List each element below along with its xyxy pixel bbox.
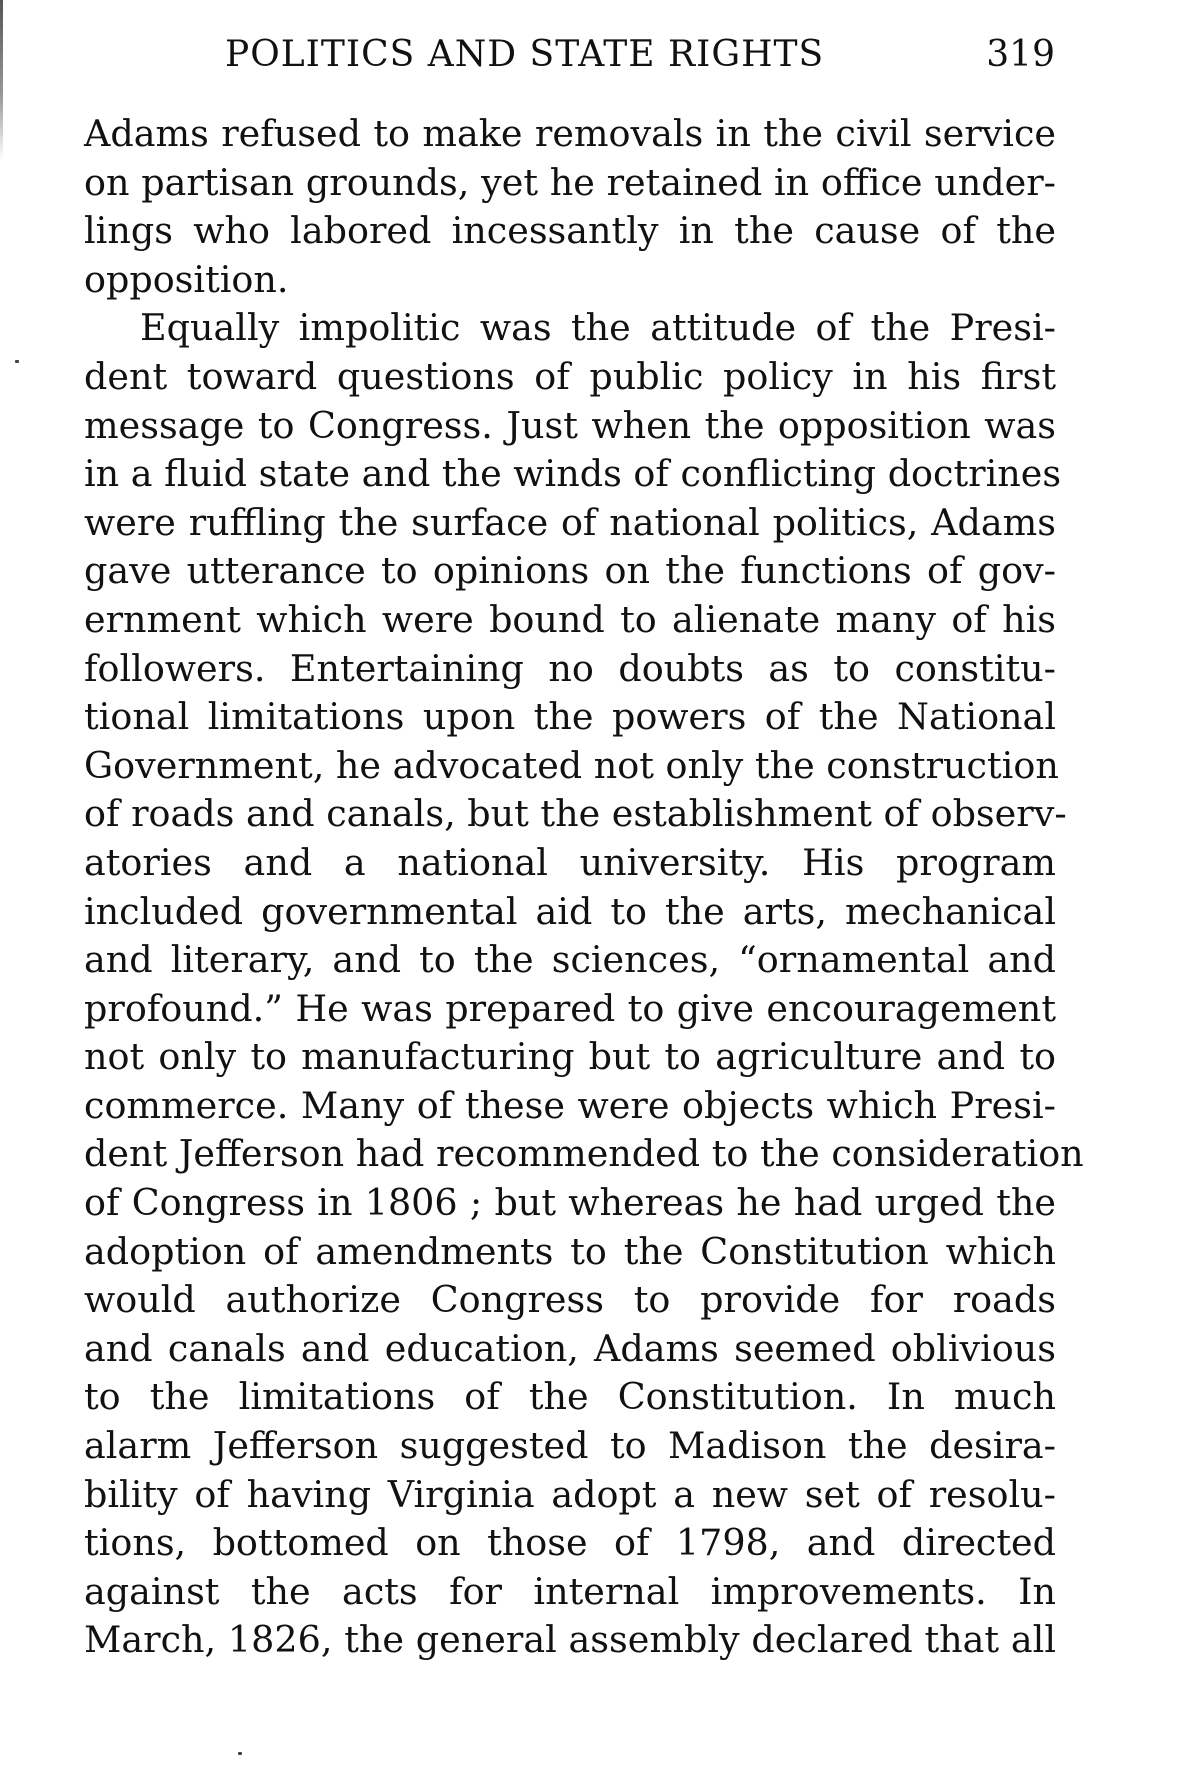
text-line: message to Congress. Just when the opposition was xyxy=(84,403,1056,447)
text-line: and canals and education, Adams seemed oblivious xyxy=(84,1326,1056,1370)
text-line: in a fluid state and the winds of conflicting doctrines xyxy=(84,452,1062,496)
text-line: March, 1826, the general assembly declared that all xyxy=(84,1618,1056,1662)
scan-edge-shadow xyxy=(0,0,3,160)
text-line: opposition. xyxy=(84,257,289,301)
text-line: bility of having Virginia adopt a new set of resolu- xyxy=(84,1472,1056,1516)
text-line: of roads and canals, but the establishment of observ- xyxy=(84,792,1067,836)
text-line: were ruffling the surface of national politics, Adams xyxy=(84,500,1056,544)
text-line: against the acts for internal improvements. In xyxy=(84,1569,1056,1613)
scan-speck xyxy=(15,360,19,363)
page-header xyxy=(225,34,1055,84)
text-line: dent toward questions of public policy in his first xyxy=(84,354,1056,398)
text-line: included governmental aid to the arts, mechanical xyxy=(84,889,1056,933)
text-line: on partisan grounds, yet he retained in office under- xyxy=(84,160,1056,204)
text-line: tions, bottomed on those of 1798, and directed xyxy=(84,1521,1056,1565)
text-line: commerce. Many of these were objects which Presi- xyxy=(84,1083,1056,1127)
text-line: of Congress in 1806 ; but whereas he had urged the xyxy=(84,1181,1056,1225)
text-line: profound.” He was prepared to give encouragement xyxy=(84,986,1056,1030)
text-line: dent Jefferson had recommended to the consideration xyxy=(84,1132,1084,1176)
text-line: alarm Jefferson suggested to Madison the desira- xyxy=(84,1424,1056,1468)
text-line: gave utterance to opinions on the functions of gov- xyxy=(84,549,1056,593)
text-line: followers. Entertaining no doubts as to constitu- xyxy=(84,646,1056,690)
text-line: Adams refused to make removals in the civil service xyxy=(84,112,1056,155)
text-line: would authorize Congress to provide for roads xyxy=(84,1278,1056,1322)
paragraph-start-line: Equally impolitic was the attitude of the Presi- xyxy=(140,306,1056,350)
running-head: POLITICS AND STATE RIGHTS xyxy=(225,34,825,75)
page-number: 319 xyxy=(986,34,1055,75)
text-line: Government, he advocated not only the construction xyxy=(84,743,1059,787)
text-line: lings who labored incessantly in the cause of the xyxy=(84,209,1056,253)
text-line: and literary, and to the sciences, “ornamental and xyxy=(84,938,1056,982)
text-line: not only to manufacturing but to agriculture and to xyxy=(84,1035,1056,1079)
text-line: adoption of amendments to the Constitution which xyxy=(84,1229,1056,1273)
scan-speck xyxy=(238,1752,242,1755)
text-line: ernment which were bound to alienate many of his xyxy=(84,597,1056,641)
body-text xyxy=(84,110,1084,1665)
text-line: atories and a national university. His program xyxy=(84,840,1056,884)
text-line: tional limitations upon the powers of the National xyxy=(84,695,1056,739)
text-line: to the limitations of the Constitution. In much xyxy=(84,1375,1056,1419)
